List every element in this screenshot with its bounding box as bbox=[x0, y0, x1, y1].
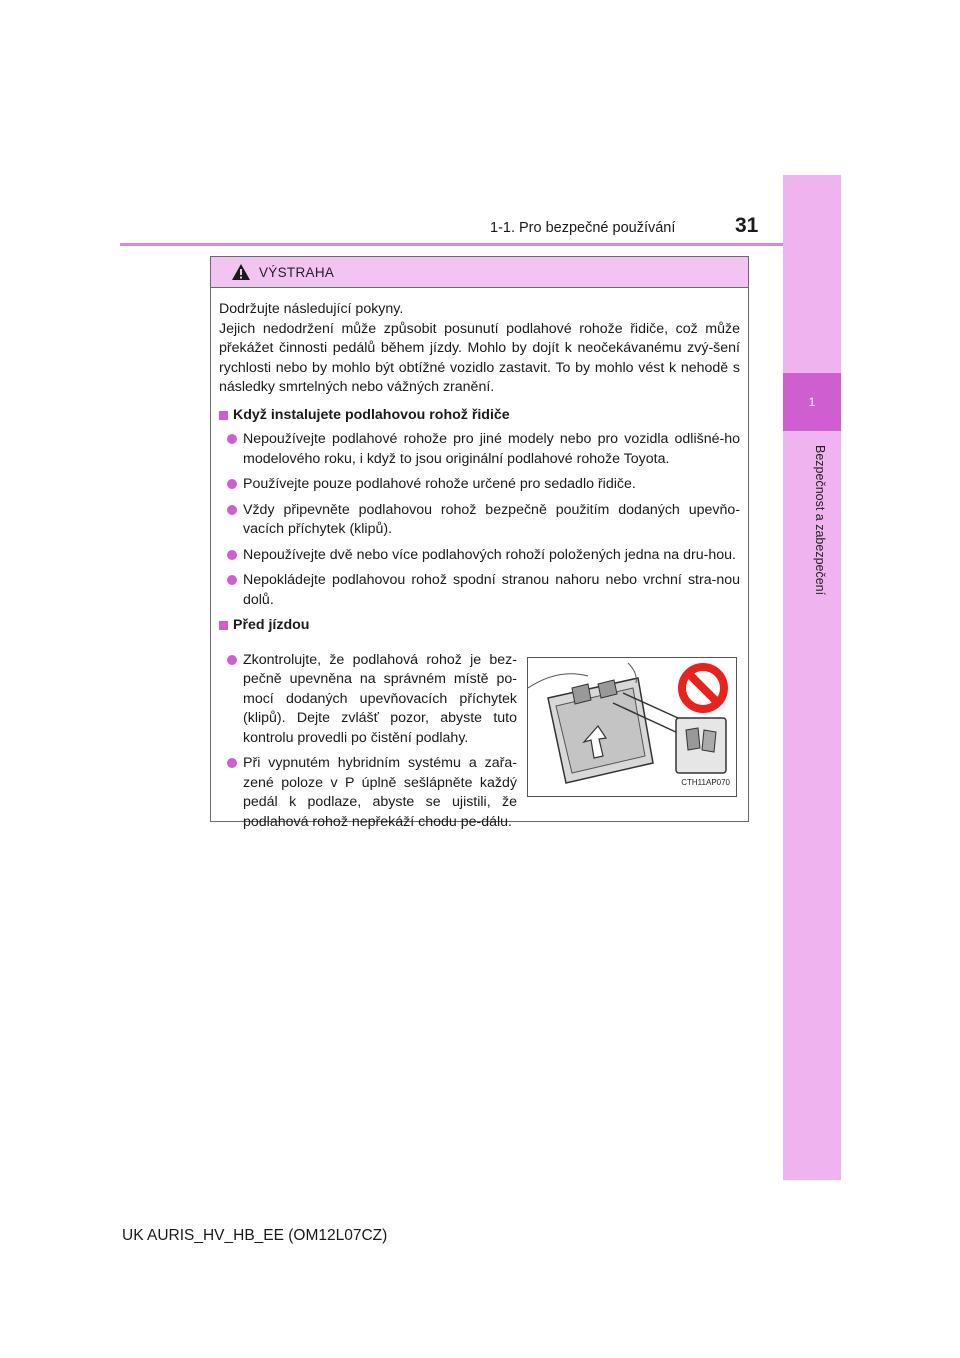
section-heading-before-driving bbox=[219, 616, 740, 636]
page-number: 31 bbox=[735, 214, 759, 237]
bullet-dot-icon bbox=[227, 575, 237, 585]
warning-intro: Dodržujte následující pokyny. bbox=[219, 301, 404, 317]
list-item bbox=[219, 651, 517, 749]
section-heading-text: Když instalujete podlahovou rohož řidiče bbox=[233, 406, 510, 423]
list-item-text: Zkontrolujte, že podlahová rohož je bez-pečně upevněna na správném místě po-mocí dodaných upevňovacích příchytek (klipů). Dejte zvlášť pozor, abyste tuto kontrolu provedli po čistění podlahy. bbox=[243, 651, 517, 746]
bullet-dot-icon bbox=[227, 434, 237, 444]
list-item-text: Používejte pouze podlahové rohože určené pro sedadlo řidiče. bbox=[243, 476, 636, 492]
bullet-dot-icon bbox=[227, 479, 237, 489]
header-rule bbox=[120, 243, 783, 246]
list-item bbox=[219, 430, 740, 469]
section-heading-text: Před jízdou bbox=[233, 617, 310, 633]
list-item bbox=[219, 475, 740, 495]
list-item bbox=[219, 501, 740, 540]
list-item bbox=[219, 754, 517, 832]
before-driving-list bbox=[219, 641, 517, 839]
list-item-text: Nepoužívejte dvě nebo více podlahových rohoží položených jedna na dru-hou. bbox=[243, 546, 736, 563]
bullet-dot-icon bbox=[227, 655, 237, 665]
chapter-number: 1 bbox=[783, 373, 841, 431]
warning-intro-detail: Jejich nedodržení může způsobit posunutí podlahové rohože řidiče, což může překážet činnosti pedálů během jízdy. Mohlo by dojít k neočekávanému zvý-šení rychlosti nebo by mohlo být obtížné vozidlo zastavit. To by mohlo vést k nehodě s následky smrtelných nebo vážných zranění. bbox=[219, 320, 740, 395]
chapter-title: Bezpečnost a zabezpečení bbox=[813, 445, 827, 596]
floor-mat-illustration bbox=[527, 657, 737, 797]
bullet-dot-icon bbox=[227, 505, 237, 515]
list-item-text: Vždy připevněte podlahovou rohož bezpečně použitím dodaných upevňo-vacích příchytek (klipů). bbox=[243, 501, 740, 537]
figure-code: CTH11AP070 bbox=[681, 778, 730, 787]
warning-header bbox=[211, 257, 748, 288]
list-item-text: Nepokládejte podlahovou rohož spodní stranou nahoru nebo vrchní stra-nou dolů. bbox=[243, 572, 740, 608]
square-bullet-icon bbox=[219, 411, 228, 420]
before-driving-content bbox=[219, 641, 740, 839]
warning-label: VÝSTRAHA bbox=[259, 264, 335, 280]
list-item bbox=[219, 546, 740, 566]
bullet-dot-icon bbox=[227, 758, 237, 768]
header-section-title: 1-1. Pro bezpečné používání bbox=[490, 220, 676, 236]
list-item-text: Nepoužívejte podlahové rohože pro jiné modely nebo pro vozidla odlišné-ho modelového roku, i když to jsou originální podlahové rohože Toyota. bbox=[243, 431, 740, 467]
warning-body bbox=[211, 288, 748, 838]
chapter-side-tab bbox=[783, 175, 841, 1180]
section-heading-installation bbox=[219, 406, 740, 426]
document-code: UK AURIS_HV_HB_EE (OM12L07CZ) bbox=[122, 1227, 388, 1244]
list-item-text: Při vypnutém hybridním systému a zařa-zené poloze v P úplně sešlápněte každý pedál k podlaze, abyste se ujistili, že podlahová rohož nepřekáží chodu pe-dálu. bbox=[243, 755, 517, 830]
warning-box bbox=[210, 256, 749, 830]
square-bullet-icon bbox=[219, 621, 228, 630]
warning-triangle-icon bbox=[231, 263, 251, 281]
list-item bbox=[219, 571, 740, 610]
bullet-dot-icon bbox=[227, 550, 237, 560]
